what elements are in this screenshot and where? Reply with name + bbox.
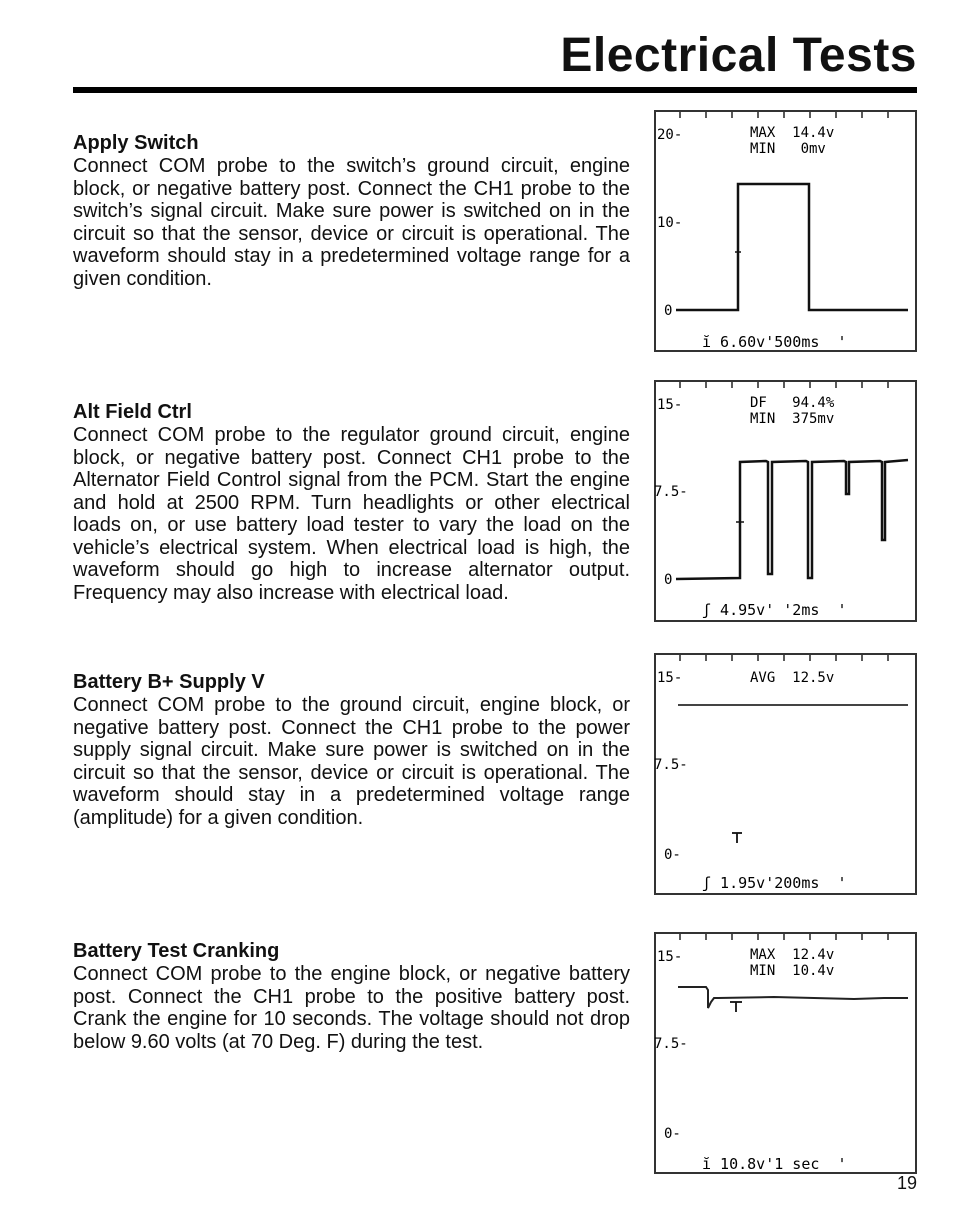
scope-y-mid-label: 7.5- xyxy=(654,757,688,773)
scope-screen-battery-supply xyxy=(654,653,917,895)
scope-y-zero-label: 0 xyxy=(664,303,673,319)
section-battery-supply xyxy=(73,671,630,829)
section-heading: Battery B+ Supply V xyxy=(73,671,265,693)
scope-readout-1: DF 94.4% xyxy=(750,395,835,411)
title-divider xyxy=(73,87,917,93)
page-number: 19 xyxy=(896,1173,917,1193)
scope-footer: ʃ 4.95v' '2ms ' xyxy=(702,601,847,619)
scope-y-top-label: 15- xyxy=(657,670,683,686)
section-battery-cranking xyxy=(73,940,630,1053)
scope-y-top-label: 20- xyxy=(657,127,683,143)
scope-readout-2: MIN 0mv xyxy=(750,141,826,157)
section-alt-field-ctrl xyxy=(73,401,630,604)
section-body: Connect COM probe to the ground circuit, engine block, or negative battery post. Connect the CH1 probe to the power supply signal circuit. Make sure power is switched on in the circuit so that the sensor, device or circuit is operational. The waveform should stay in a predetermined voltage range (amplitude) for a given condition. xyxy=(73,694,630,829)
section-body: Connect COM probe to the switch’s ground circuit, engine block, or negative battery post. Connect the CH1 probe to the switch’s signal circuit. Make sure power is switched on in the circuit so that the sensor, device or circuit is operational. The waveform should stay in a predetermined voltage range for a given condition. xyxy=(73,155,630,290)
scope-footer: ʃ 1.95v'200ms ' xyxy=(702,874,847,892)
scope-y-top-label: 15- xyxy=(657,949,683,965)
scope-footer: ĭ 10.8v'1 sec ' xyxy=(702,1155,847,1173)
page-title: Electrical Tests xyxy=(560,29,917,82)
section-heading: Alt Field Ctrl xyxy=(73,401,192,423)
scope-y-mid-label: 7.5- xyxy=(654,1036,688,1052)
scope-readout-2: MIN 375mv xyxy=(750,411,835,427)
scope-screen-alt-field-ctrl xyxy=(654,380,917,622)
scope-footer: ĭ 6.60v'500ms ' xyxy=(702,333,847,351)
scope-readout-1: MAX 12.4v xyxy=(750,947,835,963)
scope-readout-1: AVG 12.5v xyxy=(750,670,835,686)
section-body: Connect COM probe to the engine block, or negative battery post. Connect the CH1 probe to the positive battery post. Crank the engine for 10 seconds. The voltage should not drop below 9.60 volts (at 70 Deg. F) during the test. xyxy=(73,963,630,1053)
section-apply-switch xyxy=(73,132,630,290)
section-body: Connect COM probe to the regulator ground circuit, engine block, or negative battery post. Connect CH1 probe to the Alternator Field Control signal from the PCM. Start the engine and hold at 2500 RPM. Turn headlights or other electrical loads on, or use battery load tester to vary the load on the vehicle’s electrical system. When electrical load is high, the waveform should go high to increase alternator output. Frequency may also increase with electrical load. xyxy=(73,424,630,604)
scope-screen-battery-cranking xyxy=(654,932,917,1174)
scope-readout-2: MIN 10.4v xyxy=(750,963,835,979)
scope-y-mid-label: 10- xyxy=(657,215,683,231)
section-heading: Battery Test Cranking xyxy=(73,940,280,962)
scope-readout-1: MAX 14.4v xyxy=(750,125,835,141)
scope-y-zero-label: 0- xyxy=(664,847,681,863)
scope-y-zero-label: 0 xyxy=(664,572,673,588)
scope-y-top-label: 15- xyxy=(657,397,683,413)
scope-y-zero-label: 0- xyxy=(664,1126,681,1142)
section-heading: Apply Switch xyxy=(73,132,199,154)
scope-screen-apply-switch xyxy=(654,110,917,352)
scope-y-mid-label: 7.5- xyxy=(654,484,688,500)
